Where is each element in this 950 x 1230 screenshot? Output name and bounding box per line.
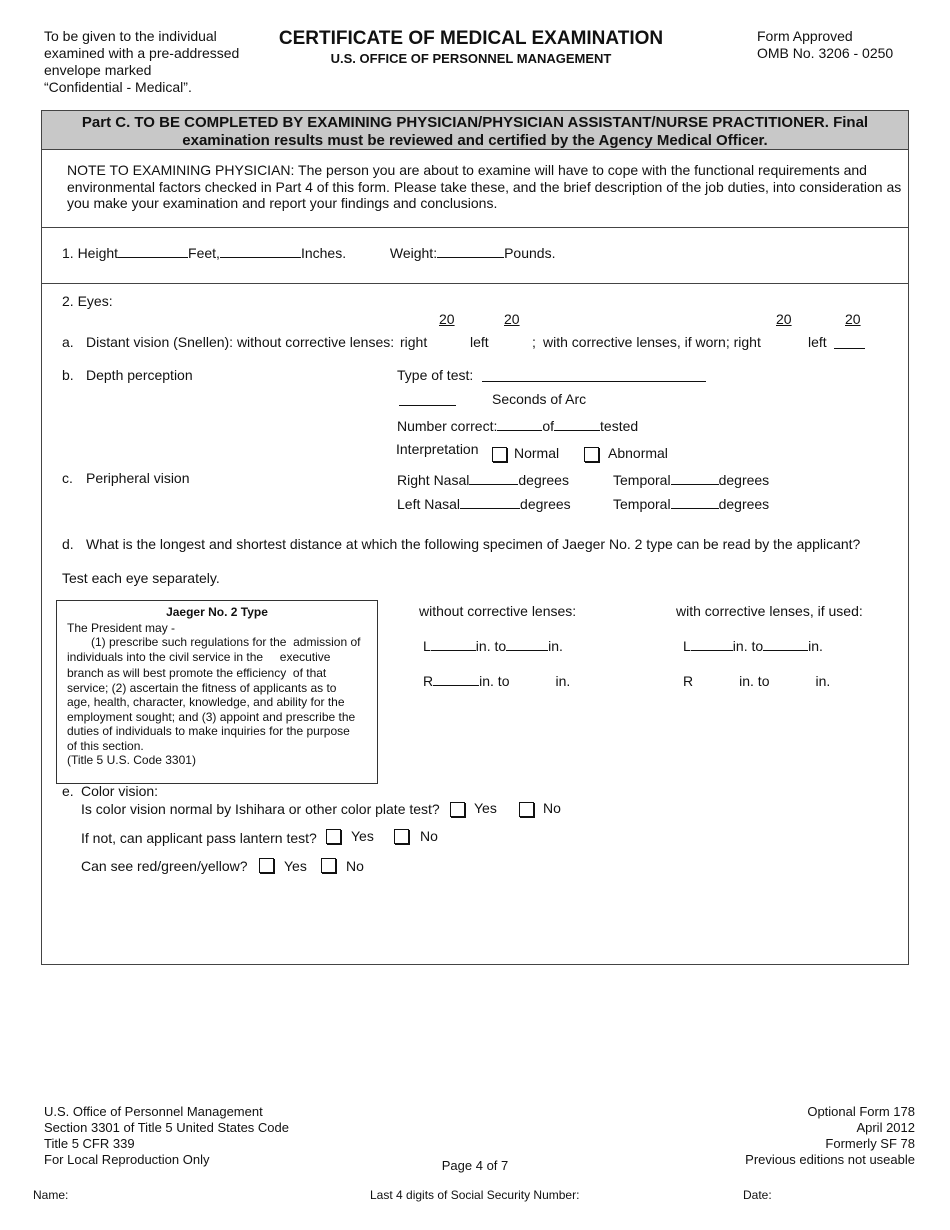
right-eye-without-row: R in. to in. bbox=[423, 673, 571, 689]
peripheral-vision-text: Peripheral vision bbox=[86, 470, 190, 486]
ishihara-no-checkbox[interactable] bbox=[519, 802, 534, 817]
distribution-note: To be given to the individual examined with a pre-addressed envelope marked “Confidential - Medical”. bbox=[44, 28, 240, 95]
number-correct-field[interactable] bbox=[497, 416, 542, 431]
item-e-label: e. bbox=[62, 783, 74, 799]
right-without-to-field[interactable] bbox=[509, 671, 555, 686]
right-without-from-field[interactable] bbox=[433, 671, 479, 686]
jaeger-question: What is the longest and shortest distance at which the following specimen of Jaeger No. 2 type can be read by the applicant? bbox=[86, 536, 861, 552]
height-weight-row bbox=[62, 243, 555, 261]
abnormal-label: Abnormal bbox=[608, 445, 668, 461]
ishihara-question: Is color vision normal by Ishihara or other color plate test? bbox=[81, 801, 440, 817]
divider bbox=[42, 227, 908, 228]
left-eye-with-row: L in. to in. bbox=[683, 638, 823, 654]
jaeger-specimen-box: Jaeger No. 2 Type The President may - (1) prescribe such regulations for the admission of individuals into the civil service in the executive branch as will best promote the efficiency of that service; (2) ascertain the fitness of applicants as to age, health, character, knowledge, and ability for the employment sought; and (3) appoint and prescribe the duties of individuals to make inquiries for the purpose of this section. (Title 5 U.S. Code 3301) bbox=[56, 600, 378, 784]
with-lenses-header: with corrective lenses, if used: bbox=[676, 603, 863, 619]
left-nasal-field[interactable] bbox=[460, 494, 520, 509]
ssn-label: Last 4 digits of Social Security Number: bbox=[370, 1188, 580, 1202]
agency-subtitle: U.S. OFFICE OF PERSONNEL MANAGEMENT bbox=[330, 51, 612, 66]
test-each-eye: Test each eye separately. bbox=[62, 570, 220, 586]
inches-label: Inches. bbox=[300, 245, 347, 261]
name-label: Name: bbox=[33, 1188, 69, 1202]
color-vision-text: Color vision: bbox=[81, 783, 159, 799]
right-label-without: right bbox=[400, 334, 428, 350]
snellen-denominator-left-with: 20 bbox=[845, 311, 861, 327]
number-correct-row: Number correct: of tested bbox=[397, 418, 639, 434]
physician-note: NOTE TO EXAMINING PHYSICIAN: The person you are about to examine will have to cope with the functional requirements and environmental factors checked in Part 4 of this form. Please take these, and the brief description of the job duties, into consideration as you make your examination and report your findings and conclusions. bbox=[67, 162, 902, 211]
left-label-without: left bbox=[470, 334, 489, 350]
lantern-yes-label: Yes bbox=[351, 828, 374, 844]
left-eye-with-lenses-field[interactable] bbox=[834, 334, 865, 349]
left-temporal-row: Temporal degrees bbox=[613, 496, 770, 512]
part-c-heading: Part C. TO BE COMPLETED BY EXAMINING PHYSICIAN/PHYSICIAN ASSISTANT/NURSE PRACTITIONER. Final examination results must be reviewed and certified by the Agency Medical Officer. bbox=[41, 110, 909, 150]
date-label: Date: bbox=[743, 1188, 772, 1202]
normal-checkbox[interactable] bbox=[492, 447, 507, 462]
rgy-no-label: No bbox=[346, 858, 364, 874]
weight-label: Weight: bbox=[389, 245, 438, 261]
item-a-label: a. bbox=[62, 334, 74, 350]
page-number: Page 4 of 7 bbox=[441, 1158, 509, 1173]
height-feet-field[interactable] bbox=[118, 243, 188, 258]
form-title: CERTIFICATE OF MEDICAL EXAMINATION bbox=[278, 28, 664, 49]
right-eye-with-row: R in. to in. bbox=[683, 673, 831, 689]
left-without-to-field[interactable] bbox=[506, 636, 548, 651]
item-b-label: b. bbox=[62, 367, 74, 383]
rgy-yes-label: Yes bbox=[284, 858, 307, 874]
lantern-no-checkbox[interactable] bbox=[394, 829, 409, 844]
without-lenses-header: without corrective lenses: bbox=[419, 603, 577, 619]
snellen-denominator-right-with: 20 bbox=[776, 311, 792, 327]
lantern-no-label: No bbox=[420, 828, 438, 844]
seconds-of-arc-label: Seconds of Arc bbox=[492, 391, 587, 407]
abnormal-checkbox[interactable] bbox=[584, 447, 599, 462]
eyes-title: 2. Eyes: bbox=[62, 293, 113, 309]
seconds-of-arc-field[interactable] bbox=[399, 391, 456, 406]
divider bbox=[42, 283, 908, 284]
left-with-to-field[interactable] bbox=[763, 636, 808, 651]
left-label-with: left bbox=[808, 334, 827, 350]
snellen-denominator-right-without: 20 bbox=[439, 311, 455, 327]
left-with-from-field[interactable] bbox=[691, 636, 733, 651]
normal-label: Normal bbox=[514, 445, 560, 461]
left-nasal-row: Left Nasal degrees bbox=[397, 496, 571, 512]
right-with-to-field[interactable] bbox=[769, 671, 815, 686]
interpretation-label: Interpretation bbox=[396, 441, 479, 457]
weight-field[interactable] bbox=[437, 243, 504, 258]
jaeger-title: Jaeger No. 2 Type bbox=[166, 605, 268, 619]
right-temporal-field[interactable] bbox=[671, 470, 719, 485]
lantern-yes-checkbox[interactable] bbox=[326, 829, 341, 844]
right-temporal-row: Temporal degrees bbox=[613, 472, 770, 488]
height-inches-field[interactable] bbox=[220, 243, 301, 258]
left-temporal-field[interactable] bbox=[671, 494, 719, 509]
rgy-no-checkbox[interactable] bbox=[321, 858, 336, 873]
omb-approval: Form Approved OMB No. 3206 - 0250 bbox=[757, 28, 894, 61]
footer-form-info: Optional Form 178 April 2012 Formerly SF 78 Previous editions not useable bbox=[745, 1104, 915, 1167]
depth-perception-text: Depth perception bbox=[86, 367, 193, 383]
left-eye-without-row: L in. to in. bbox=[423, 638, 563, 654]
right-with-from-field[interactable] bbox=[693, 671, 739, 686]
ishihara-yes-label: Yes bbox=[474, 800, 497, 816]
number-tested-field[interactable] bbox=[554, 416, 600, 431]
with-lenses-text: with corrective lenses, if worn; right bbox=[543, 334, 761, 350]
jaeger-citation: (Title 5 U.S. Code 3301) bbox=[67, 753, 196, 767]
type-of-test-label: Type of test: bbox=[397, 367, 474, 383]
item-d-label: d. bbox=[62, 536, 74, 552]
pounds-label: Pounds. bbox=[504, 245, 556, 261]
type-of-test-field[interactable] bbox=[482, 367, 706, 382]
footer-agency-info: U.S. Office of Personnel Management Section 3301 of Title 5 United States Code Title 5 CFR 339 For Local Reproduction Only bbox=[44, 1104, 289, 1167]
snellen-denominator-left-without: 20 bbox=[504, 311, 520, 327]
item-c-label: c. bbox=[62, 470, 73, 486]
right-nasal-row: Right Nasal degrees bbox=[397, 472, 569, 488]
feet-label: Feet, bbox=[188, 245, 220, 261]
left-without-from-field[interactable] bbox=[431, 636, 476, 651]
ishihara-yes-checkbox[interactable] bbox=[450, 802, 465, 817]
ishihara-no-label: No bbox=[543, 800, 561, 816]
lantern-question: If not, can applicant pass lantern test? bbox=[81, 830, 317, 846]
right-nasal-field[interactable] bbox=[469, 470, 518, 485]
rgy-yes-checkbox[interactable] bbox=[259, 858, 274, 873]
semicolon: ; bbox=[532, 334, 536, 350]
distant-vision-text: Distant vision (Snellen): without corrective lenses: bbox=[86, 334, 395, 350]
rgy-question: Can see red/green/yellow? bbox=[81, 858, 248, 874]
height-label: 1. Height bbox=[62, 245, 119, 261]
